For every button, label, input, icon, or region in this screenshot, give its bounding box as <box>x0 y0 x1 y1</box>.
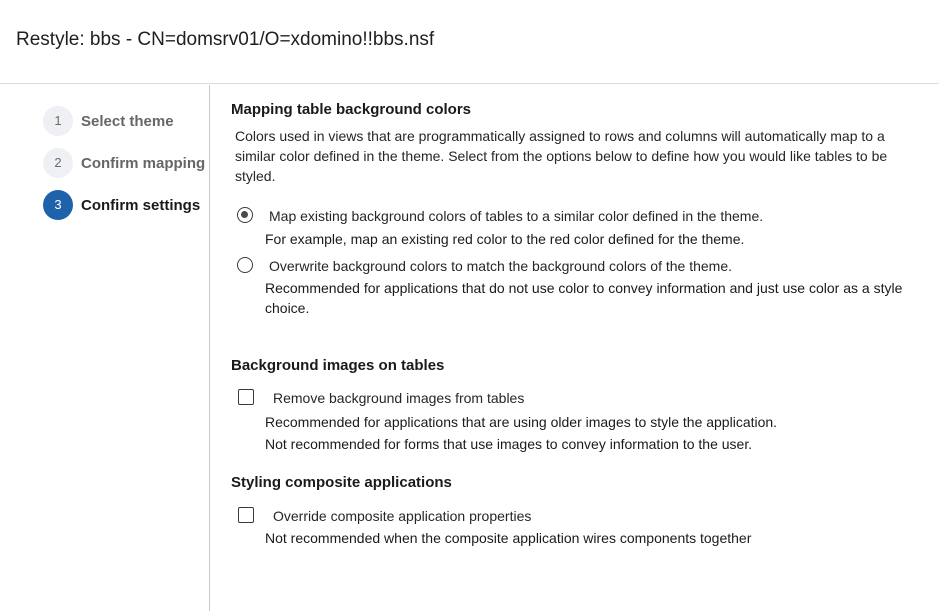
checkbox-override-composite-properties[interactable] <box>210 506 939 528</box>
option-hint: Recommended for applications that are using older images to style the application. <box>265 414 778 430</box>
option-hint: Not recommended for forms that use images to convey information to the user. <box>265 436 753 452</box>
step-number-badge: 3 <box>43 190 73 220</box>
option-label: Override composite application properties <box>273 508 532 524</box>
step-select-theme[interactable] <box>43 106 209 136</box>
option-hint: For example, map an existing red color to the red color defined for the theme. <box>265 231 745 247</box>
step-label: Select theme <box>81 113 174 130</box>
window-title-bar <box>0 0 939 84</box>
section-heading-background-images: Background images on tables <box>231 357 445 374</box>
window-title: Restyle: bbs - CN=domsrv01/O=xdomino!!bbs.nsf <box>16 29 435 50</box>
option-hint: choice. <box>265 300 310 316</box>
checkbox[interactable] <box>238 389 254 405</box>
mapping-description <box>235 126 939 186</box>
step-confirm-settings[interactable] <box>43 190 209 220</box>
section-heading-composite: Styling composite applications <box>231 474 452 491</box>
step-number-badge: 1 <box>43 106 73 136</box>
description-line: Colors used in views that are programmatically assigned to rows and columns will automatically map to a <box>235 128 885 144</box>
radio-overwrite-colors[interactable] <box>210 256 939 278</box>
step-label: Confirm settings <box>81 197 201 214</box>
wizard-steps <box>0 85 209 611</box>
description-line: similar color defined in the theme. Select from the options below to define how you would like tables to be <box>235 148 888 164</box>
option-hint: Not recommended when the composite application wires components together <box>265 530 752 546</box>
radio-button[interactable] <box>237 257 253 273</box>
option-label: Remove background images from tables <box>273 390 525 406</box>
step-confirm-mapping[interactable] <box>43 148 209 178</box>
option-hint: Recommended for applications that do not use color to convey information and just use color as a style <box>265 280 903 296</box>
checkbox[interactable] <box>238 507 254 523</box>
radio-button-selected[interactable] <box>237 207 253 223</box>
option-label: Map existing background colors of tables to a similar color defined in the theme. <box>269 208 764 224</box>
step-label: Confirm mapping <box>81 155 206 172</box>
option-label: Overwrite background colors to match the background colors of the theme. <box>269 258 733 274</box>
description-line: styled. <box>235 168 276 184</box>
section-heading-mapping: Mapping table background colors <box>231 101 472 118</box>
checkbox-remove-background-images[interactable] <box>210 388 939 410</box>
radio-map-existing-colors[interactable] <box>210 206 939 228</box>
step-number-badge: 2 <box>43 148 73 178</box>
settings-panel <box>210 85 939 611</box>
